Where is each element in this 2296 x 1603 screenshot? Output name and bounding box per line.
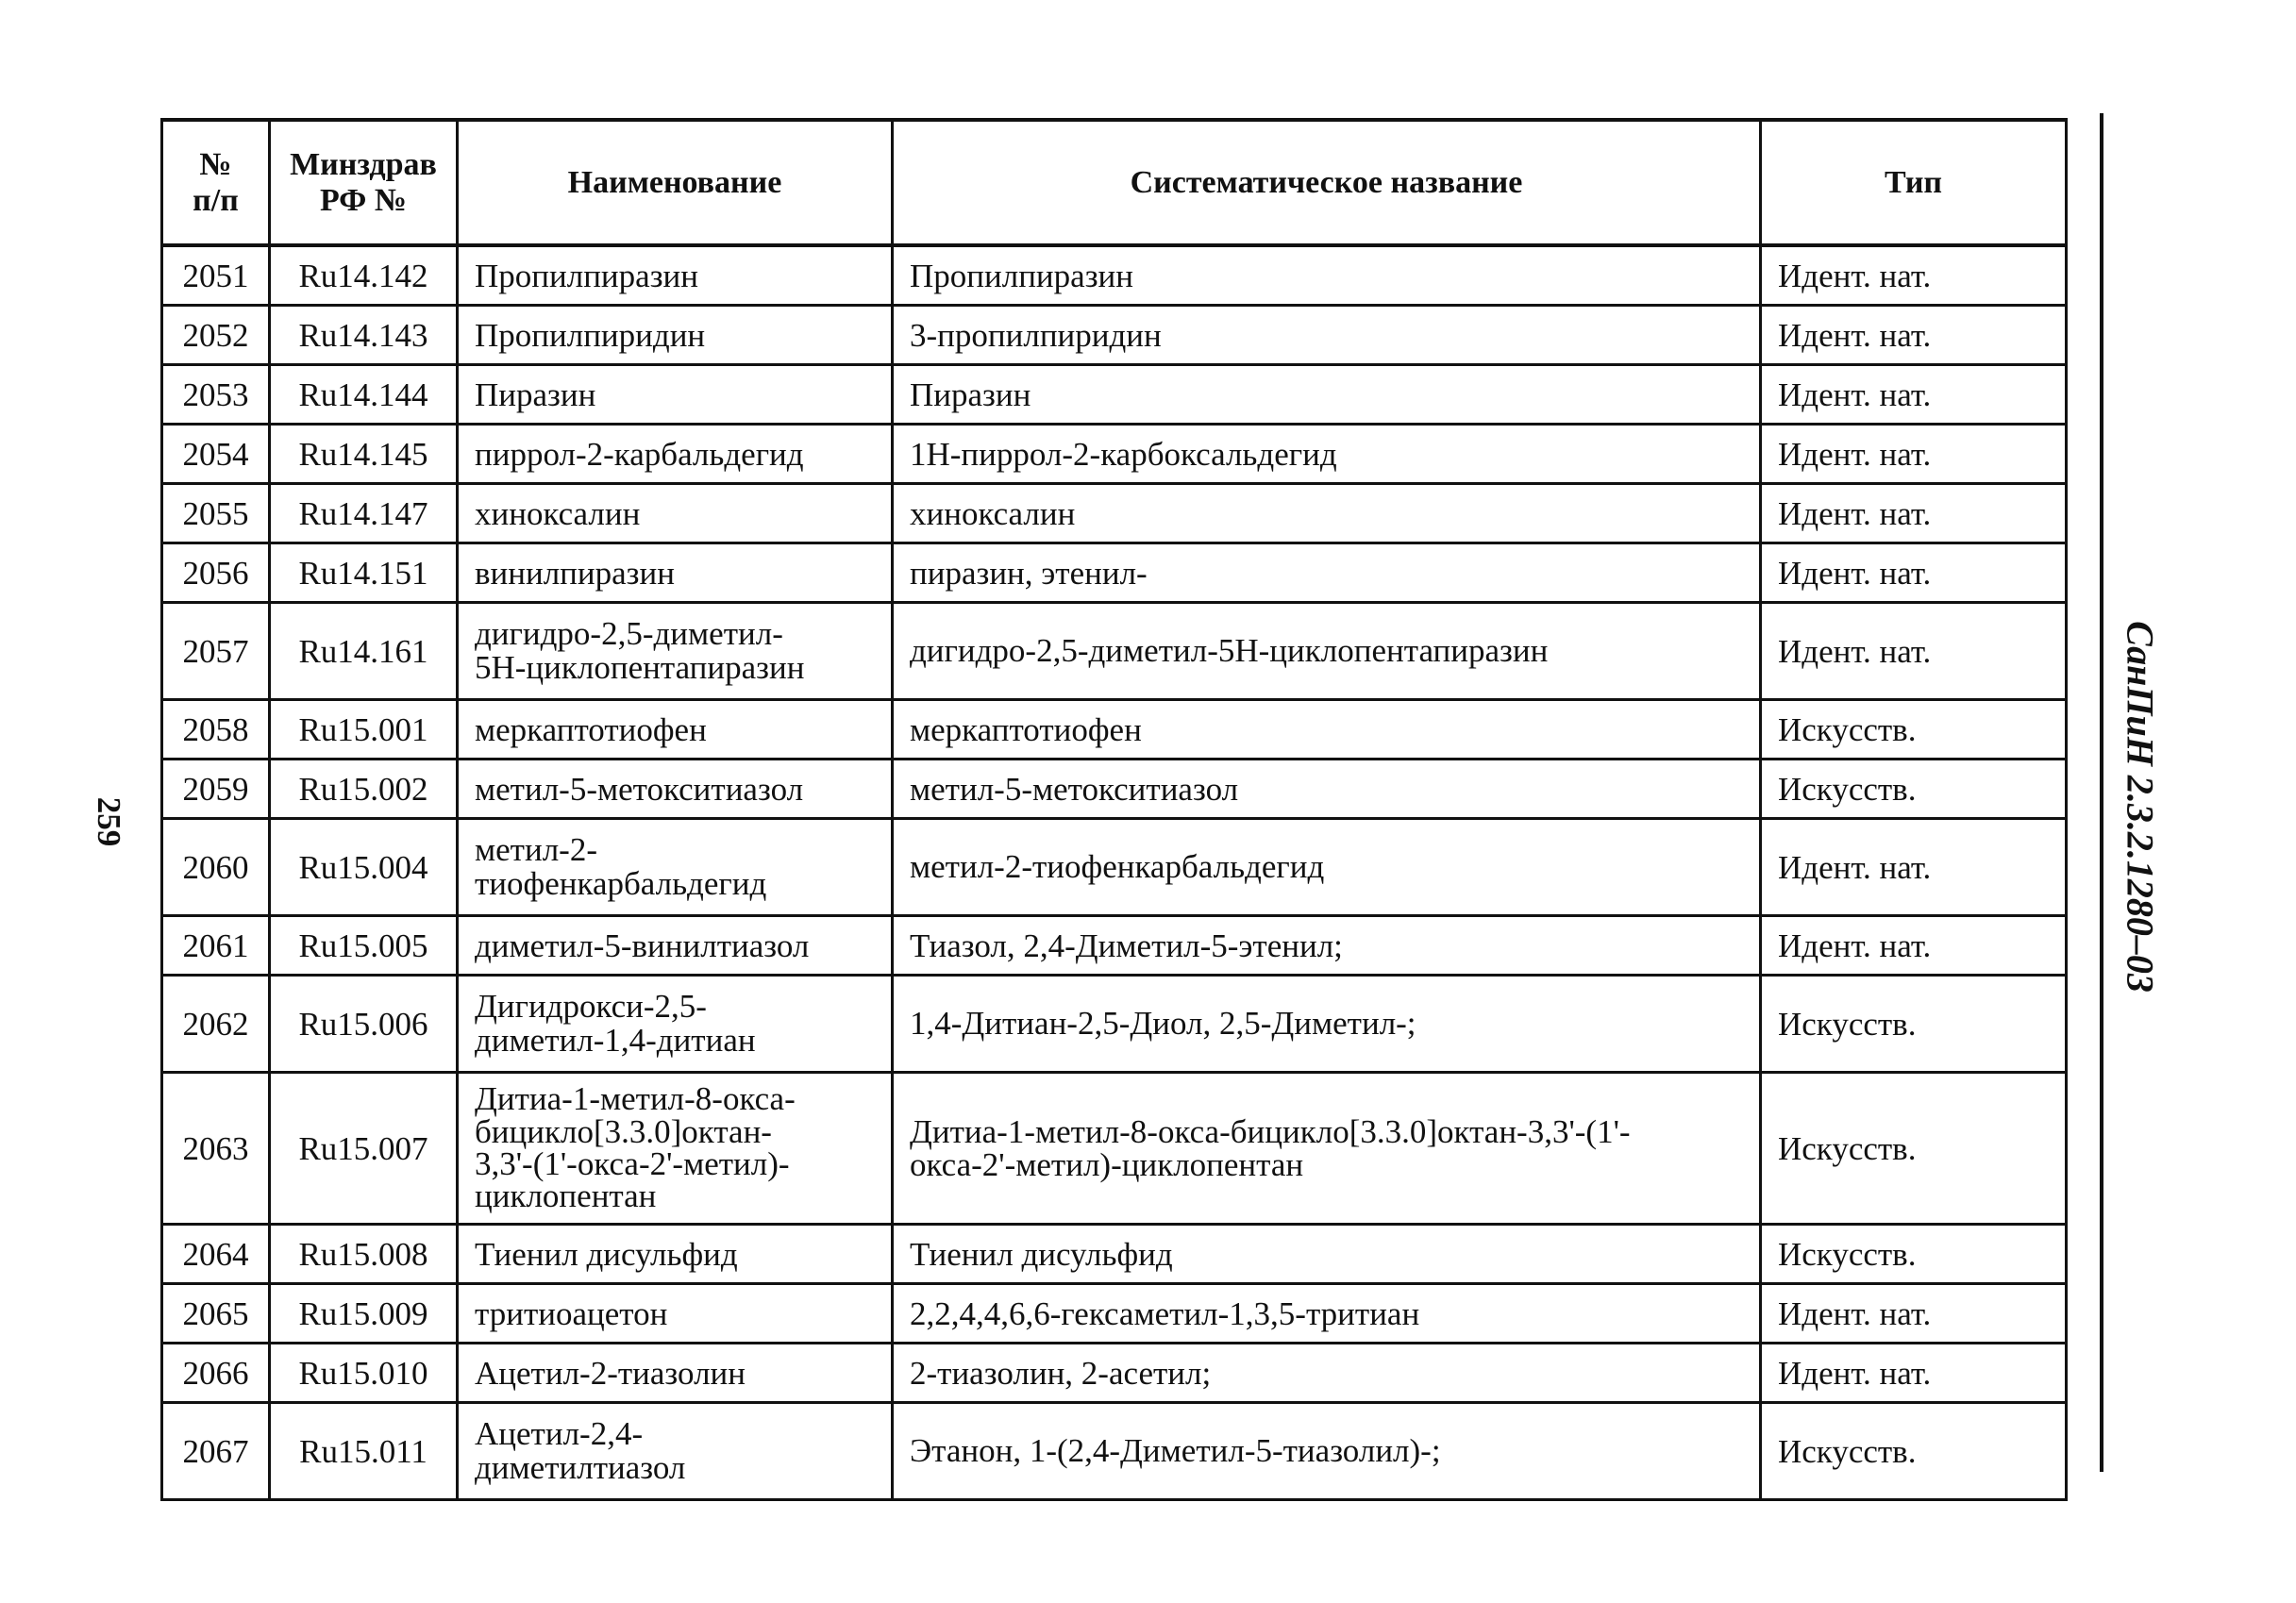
row-number-cell: 2052 <box>162 306 270 365</box>
row-number-cell: 2062 <box>162 976 270 1073</box>
row-number-cell: 2067 <box>162 1403 270 1500</box>
systematic-name-cell: Дитиа-1-метил-8-окса-бицикло[3.3.0]октан-3,3'-(1'- окса-2'-метил)-циклопентан <box>893 1073 1761 1225</box>
row-number-cell: 2058 <box>162 700 270 760</box>
type-cell: Идент. нат. <box>1761 916 2067 976</box>
registry-code-cell: Ru14.151 <box>270 543 458 603</box>
name-cell: диметил-5-винилтиазол <box>458 916 893 976</box>
registry-code-cell: Ru14.145 <box>270 425 458 484</box>
col-header-code-line1: Минздрав <box>290 147 437 183</box>
table-row <box>162 1073 2067 1225</box>
row-number-cell: 2065 <box>162 1284 270 1344</box>
table-row <box>162 603 2067 700</box>
name-cell: метил-2- тиофенкарбальдегид <box>458 819 893 916</box>
systematic-name-cell: Тиенил дисульфид <box>893 1225 1761 1284</box>
systematic-name-cell: метил-5-метокситиазол <box>893 760 1761 819</box>
name-cell: метил-5-метокситиазол <box>458 760 893 819</box>
type-cell: Идент. нат. <box>1761 543 2067 603</box>
type-cell: Искусств. <box>1761 700 2067 760</box>
systematic-name-cell: Тиазол, 2,4-Диметил-5-этенил; <box>893 916 1761 976</box>
row-number-cell: 2054 <box>162 425 270 484</box>
document-title: СанПиН 2.3.2.1280–03 <box>2119 621 2162 993</box>
row-number-cell: 2063 <box>162 1073 270 1225</box>
name-cell: Дитиа-1-метил-8-окса- бицикло[3.3.0]октан- 3,3'-(1'-окса-2'-метил)- циклопентан <box>458 1073 893 1225</box>
systematic-name-cell: 3-пропилпиридин <box>893 306 1761 365</box>
substances-table <box>160 118 2068 1501</box>
table-row <box>162 543 2067 603</box>
type-cell: Искусств. <box>1761 1073 2067 1225</box>
table-row <box>162 306 2067 365</box>
table-row <box>162 1403 2067 1500</box>
systematic-name-cell: Пропилпиразин <box>893 245 1761 306</box>
table-row <box>162 425 2067 484</box>
col-header-number-line2: п/п <box>193 182 239 218</box>
row-number-cell: 2060 <box>162 819 270 916</box>
registry-code-cell: Ru14.144 <box>270 365 458 425</box>
row-number-cell: 2059 <box>162 760 270 819</box>
registry-code-cell: Ru15.005 <box>270 916 458 976</box>
type-cell: Искусств. <box>1761 760 2067 819</box>
systematic-name-cell: 1Н-пиррол-2-карбоксальдегид <box>893 425 1761 484</box>
col-header-name: Наименование <box>458 120 893 245</box>
name-cell: винилпиразин <box>458 543 893 603</box>
systematic-name-cell: метил-2-тиофенкарбальдегид <box>893 819 1761 916</box>
type-cell: Идент. нат. <box>1761 819 2067 916</box>
systematic-name-cell: Пиразин <box>893 365 1761 425</box>
page-number: 259 <box>91 796 127 847</box>
systematic-name-cell: пиразин, этенил- <box>893 543 1761 603</box>
col-header-number-line1: № <box>199 147 232 183</box>
table-row <box>162 365 2067 425</box>
row-number-cell: 2061 <box>162 916 270 976</box>
registry-code-cell: Ru15.011 <box>270 1403 458 1500</box>
systematic-name-cell: дигидро-2,5-диметил-5Н-циклопентапиразин <box>893 603 1761 700</box>
registry-code-cell: Ru14.147 <box>270 484 458 543</box>
systematic-name-cell: Этанон, 1-(2,4-Диметил-5-тиазолил)-; <box>893 1403 1761 1500</box>
col-header-code-line2: РФ № <box>319 182 408 218</box>
systematic-name-cell: 2-тиазолин, 2-асетил; <box>893 1344 1761 1403</box>
type-cell: Искусств. <box>1761 976 2067 1073</box>
name-cell: пиррол-2-карбальдегид <box>458 425 893 484</box>
registry-code-cell: Ru15.010 <box>270 1344 458 1403</box>
type-cell: Идент. нат. <box>1761 1344 2067 1403</box>
table-row <box>162 916 2067 976</box>
systematic-name-cell: 1,4-Дитиан-2,5-Диол, 2,5-Диметил-; <box>893 976 1761 1073</box>
table-body <box>162 245 2067 1500</box>
registry-code-cell: Ru14.161 <box>270 603 458 700</box>
name-cell: Пропилпиридин <box>458 306 893 365</box>
row-number-cell: 2056 <box>162 543 270 603</box>
name-cell: Ацетил-2-тиазолин <box>458 1344 893 1403</box>
row-number-cell: 2053 <box>162 365 270 425</box>
type-cell: Идент. нат. <box>1761 425 2067 484</box>
col-header-registry-code <box>270 120 458 245</box>
name-cell: тритиоацетон <box>458 1284 893 1344</box>
registry-code-cell: Ru15.009 <box>270 1284 458 1344</box>
registry-code-cell: Ru15.004 <box>270 819 458 916</box>
name-cell: дигидро-2,5-диметил- 5Н-циклопентапиразин <box>458 603 893 700</box>
registry-code-cell: Ru15.001 <box>270 700 458 760</box>
name-cell: Дигидрокси-2,5- диметил-1,4-дитиан <box>458 976 893 1073</box>
table-row <box>162 1344 2067 1403</box>
type-cell: Идент. нат. <box>1761 306 2067 365</box>
row-number-cell: 2057 <box>162 603 270 700</box>
registry-code-cell: Ru14.143 <box>270 306 458 365</box>
table-row <box>162 484 2067 543</box>
header-row <box>162 120 2067 245</box>
name-cell: Тиенил дисульфид <box>458 1225 893 1284</box>
type-cell: Идент. нат. <box>1761 484 2067 543</box>
systematic-name-cell: меркаптотиофен <box>893 700 1761 760</box>
name-cell: меркаптотиофен <box>458 700 893 760</box>
registry-code-cell: Ru15.002 <box>270 760 458 819</box>
name-cell: Пропилпиразин <box>458 245 893 306</box>
type-cell: Идент. нат. <box>1761 245 2067 306</box>
type-cell: Идент. нат. <box>1761 1284 2067 1344</box>
type-cell: Искусств. <box>1761 1225 2067 1284</box>
type-cell: Идент. нат. <box>1761 365 2067 425</box>
name-cell: Ацетил-2,4- диметилтиазол <box>458 1403 893 1500</box>
table-row <box>162 1225 2067 1284</box>
row-number-cell: 2066 <box>162 1344 270 1403</box>
type-cell: Искусств. <box>1761 1403 2067 1500</box>
row-number-cell: 2064 <box>162 1225 270 1284</box>
row-number-cell: 2055 <box>162 484 270 543</box>
row-number-cell: 2051 <box>162 245 270 306</box>
registry-code-cell: Ru15.007 <box>270 1073 458 1225</box>
name-cell: Пиразин <box>458 365 893 425</box>
table-row <box>162 1284 2067 1344</box>
margin-rule <box>2100 113 2103 1472</box>
col-header-type: Тип <box>1761 120 2067 245</box>
registry-code-cell: Ru15.008 <box>270 1225 458 1284</box>
registry-code-cell: Ru14.142 <box>270 245 458 306</box>
systematic-name-cell: хиноксалин <box>893 484 1761 543</box>
registry-code-cell: Ru15.006 <box>270 976 458 1073</box>
col-header-number <box>162 120 270 245</box>
table-row <box>162 819 2067 916</box>
table-row <box>162 245 2067 306</box>
table-row <box>162 760 2067 819</box>
table-row <box>162 976 2067 1073</box>
table-header <box>162 120 2067 245</box>
col-header-systematic-name: Систематическое название <box>893 120 1761 245</box>
type-cell: Идент. нат. <box>1761 603 2067 700</box>
systematic-name-cell: 2,2,4,4,6,6-гексаметил-1,3,5-тритиан <box>893 1284 1761 1344</box>
name-cell: хиноксалин <box>458 484 893 543</box>
table-row <box>162 700 2067 760</box>
